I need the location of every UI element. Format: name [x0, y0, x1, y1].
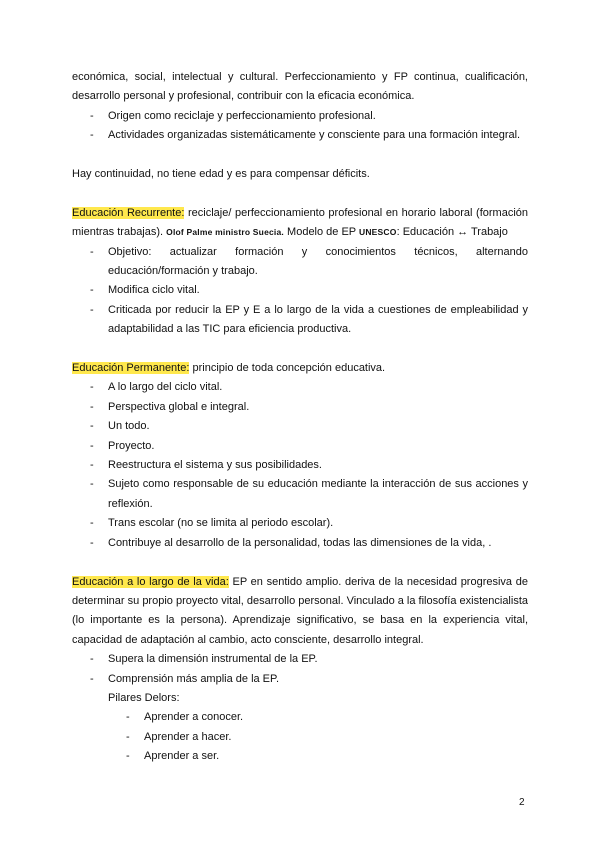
recurrente-paragraph	[72, 204, 528, 243]
recurrente-note: Olof Palme ministro Suecia.	[166, 227, 284, 238]
list-item: - Modifica ciclo vital.	[72, 281, 528, 300]
permanente-list	[72, 378, 528, 553]
recurrente-text3: : Educación ↔ Trabajo	[396, 226, 508, 239]
list-item: - Proyecto.	[72, 437, 528, 456]
list-item: - Perspectiva global e integral.	[72, 398, 528, 417]
recurrente-text2: Modelo de EP	[283, 226, 359, 239]
list-item: - Un todo.	[72, 417, 528, 436]
document-body	[72, 68, 528, 767]
recurrente-list	[72, 243, 528, 340]
permanente-title: Educación Permanente:	[72, 362, 190, 375]
list-item: - Reestructura el sistema y sus posibilidades.	[72, 456, 528, 475]
intro-paragraph: económica, social, intelectual y cultural. Perfeccionamiento y FP continua, cualificación, desarrollo personal y profesional, contribuir con la eficacia económica.	[72, 71, 528, 103]
list-item: - Supera la dimensión instrumental de la EP.	[72, 650, 528, 669]
largo-list	[72, 650, 528, 689]
recurrente-title: Educación Recurrente:	[72, 206, 185, 219]
list-item: - Trans escolar (no se limita al periodo escolar).	[72, 514, 528, 533]
unesco-label: UNESCO	[359, 227, 397, 238]
list-item: - Objetivo: actualizar formación y conocimientos técnicos, alternando educación/formación y trabajo.	[72, 243, 528, 282]
intro-list	[72, 107, 528, 146]
intro-closing: Hay continuidad, no tiene edad y es para compensar déficits.	[72, 168, 370, 181]
list-item: - Criticada por reducir la EP y E a lo largo de la vida a cuestiones de empleabilidad y adaptabilidad a las TIC para eficiencia productiva.	[72, 301, 528, 340]
page-number: 2	[519, 797, 525, 808]
list-item: - Aprender a conocer.	[72, 708, 528, 727]
pilares-label: Pilares Delors:	[108, 691, 180, 704]
list-item: - A lo largo del ciclo vital.	[72, 378, 528, 397]
list-item: - Contribuye al desarrollo de la personalidad, todas las dimensiones de la vida, .	[72, 534, 528, 553]
permanente-text: principio de toda concepción educativa.	[189, 362, 386, 375]
list-item: - Aprender a ser.	[72, 747, 528, 766]
list-item: - Comprensión más amplia de la EP.	[72, 670, 528, 689]
list-item: - Origen como reciclaje y perfeccionamiento profesional.	[72, 107, 528, 126]
largo-title: Educación a lo largo de la vida:	[72, 575, 229, 588]
list-item: - Sujeto como responsable de su educación mediante la interacción de sus acciones y reflexión.	[72, 475, 528, 514]
recurrente-text: reciclaje/ perfeccionamiento profesional en horario laboral (formación mientras trabajas).	[72, 206, 528, 239]
permanente-paragraph	[72, 359, 528, 378]
largo-paragraph	[72, 573, 528, 651]
list-item: - Aprender a hacer.	[72, 728, 528, 747]
pilares-list	[72, 708, 528, 766]
list-item: - Actividades organizadas sistemáticamente y consciente para una formación integral.	[72, 126, 528, 145]
largo-text: EP en sentido amplio. deriva de la necesidad progresiva de determinar su propio proyecto vital, desarrollo personal. Vinculado a la filosofía existencialista (lo importante es la persona). Aprendizaje significativo, se basa en la experiencia vital, capacidad de adaptación al cambio, acto consciente, desarrollo integral.	[72, 575, 528, 646]
